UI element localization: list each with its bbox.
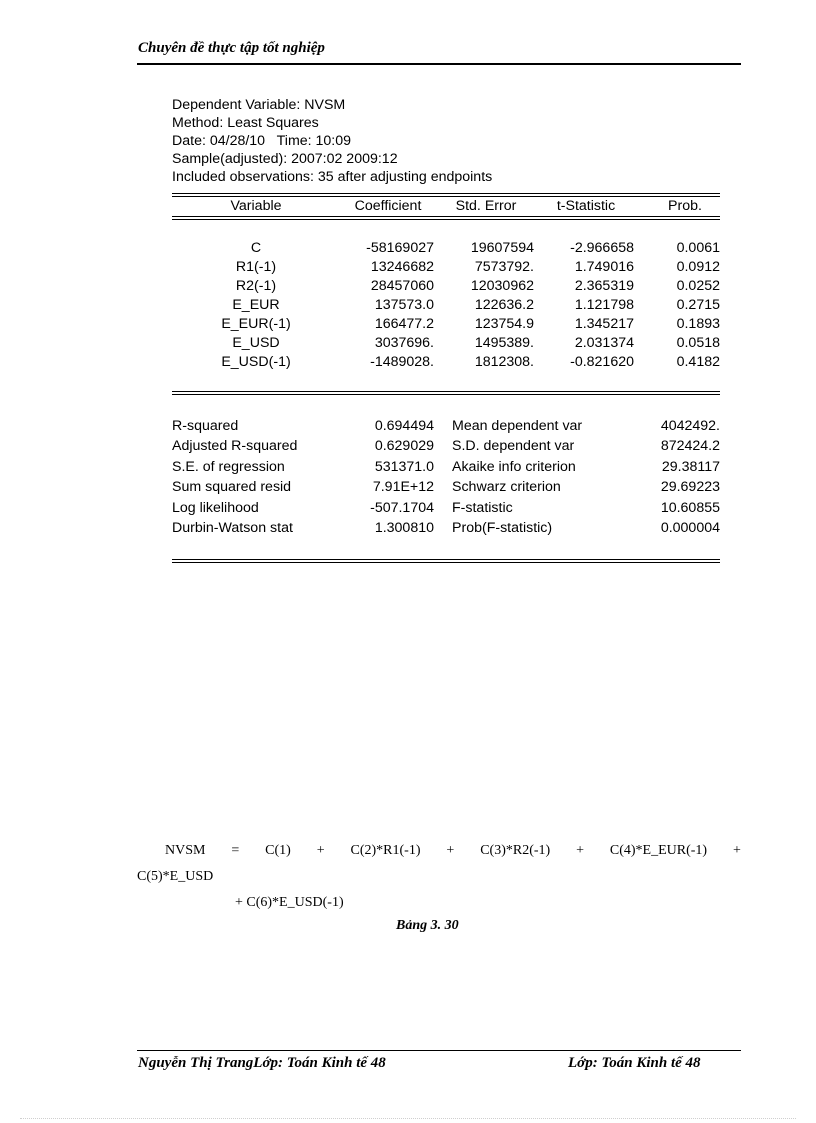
footer-class: Lớp: Toán Kinh tế 48 bbox=[568, 1055, 701, 1071]
cell-variable: C bbox=[250, 240, 262, 256]
col-header-prob: Prob. bbox=[668, 198, 702, 214]
col-header-t-statistic: t-Statistic bbox=[556, 198, 616, 214]
cell-std-error: 1495389. bbox=[474, 335, 534, 351]
stat-value: 10.60855 bbox=[660, 499, 720, 516]
stat-label: Prob(F-statistic) bbox=[452, 520, 553, 536]
stats-row bbox=[172, 436, 720, 457]
table-row bbox=[172, 315, 720, 334]
stat-value: 29.69223 bbox=[660, 479, 720, 495]
stat-label: Akaike info criterion bbox=[452, 458, 576, 475]
stat-label: Durbin-Watson stat bbox=[172, 520, 293, 536]
footer-author: Nguyễn Thị TrangLớp: Toán Kinh tế 48 bbox=[138, 1055, 386, 1071]
page-bottom-dotted-line bbox=[20, 1118, 796, 1119]
table-header-row bbox=[172, 197, 720, 216]
equation-line-3: + C(6)*E_USD(-1) bbox=[235, 895, 344, 910]
equation-line-1 bbox=[137, 838, 741, 864]
stat-value: 29.38117 bbox=[661, 458, 720, 475]
cell-prob: 0.2715 bbox=[676, 297, 720, 313]
page-header-title: Chuyên đề thực tập tốt nghiệp bbox=[138, 40, 325, 56]
cell-coefficient: 166477.2 bbox=[374, 316, 434, 332]
stat-label: Schwarz criterion bbox=[452, 479, 561, 495]
table-bottom-rule bbox=[172, 559, 720, 563]
stats-row bbox=[172, 498, 720, 519]
eq-term: = bbox=[231, 843, 240, 858]
meta-observations: Included observations: 35 after adjusting endpoints bbox=[172, 169, 493, 185]
cell-prob: 0.1893 bbox=[676, 316, 720, 332]
cell-std-error: 123754.9 bbox=[474, 316, 534, 332]
table-row bbox=[172, 258, 720, 277]
eq-term: C(3)*R2(-1) bbox=[480, 843, 551, 858]
table-row bbox=[172, 239, 720, 258]
eq-term: C(2)*R1(-1) bbox=[350, 843, 421, 858]
stat-label: S.D. dependent var bbox=[452, 438, 575, 454]
col-header-variable: Variable bbox=[230, 198, 282, 214]
stat-value: 531371.0 bbox=[374, 458, 434, 475]
cell-t-statistic: 2.031374 bbox=[574, 335, 634, 351]
stats-row bbox=[172, 457, 720, 478]
cell-prob: 0.0518 bbox=[676, 335, 720, 351]
meta-date-time: Date: 04/28/10 Time: 10:09 bbox=[172, 133, 352, 149]
regression-output bbox=[172, 96, 720, 563]
cell-std-error: 122636.2 bbox=[474, 297, 534, 313]
eq-term: C(1) bbox=[265, 843, 291, 858]
eq-term: C(4)*E_EUR(-1) bbox=[609, 843, 708, 858]
summary-stats-table bbox=[172, 395, 720, 559]
table-caption: Bảng 3. 30 bbox=[396, 918, 459, 933]
stat-label: Adjusted R-squared bbox=[172, 438, 298, 454]
stat-label: R-squared bbox=[172, 417, 239, 434]
coefficients-table bbox=[172, 197, 720, 216]
cell-coefficient: 28457060 bbox=[370, 278, 434, 294]
stat-value: -507.1704 bbox=[370, 499, 434, 516]
eq-term: NVSM bbox=[165, 843, 206, 858]
meta-sample: Sample(adjusted): 2007:02 2009:12 bbox=[172, 151, 398, 167]
stat-label: Mean dependent var bbox=[452, 417, 583, 434]
cell-variable: R1(-1) bbox=[235, 259, 277, 275]
cell-coefficient: -1489028. bbox=[370, 354, 434, 370]
cell-t-statistic: 1.121798 bbox=[574, 297, 634, 313]
meta-dependent-variable: Dependent Variable: NVSM bbox=[172, 97, 346, 113]
table-row bbox=[172, 353, 720, 372]
stat-value: 0.694494 bbox=[374, 417, 434, 434]
cell-prob: 0.4182 bbox=[676, 354, 720, 370]
col-header-std-error: Std. Error bbox=[455, 198, 517, 214]
cell-t-statistic: -2.966658 bbox=[570, 240, 634, 256]
stat-label: Log likelihood bbox=[172, 499, 259, 516]
eq-term: + bbox=[446, 843, 455, 858]
cell-coefficient: -58169027 bbox=[366, 240, 434, 256]
eq-term: + bbox=[316, 843, 325, 858]
stat-value: 4042492. bbox=[660, 417, 720, 434]
stats-row bbox=[172, 416, 720, 437]
equation-line-2: C(5)*E_USD bbox=[137, 869, 214, 884]
cell-prob: 0.0252 bbox=[676, 278, 720, 294]
cell-variable: E_USD bbox=[232, 335, 280, 351]
cell-t-statistic: 1.749016 bbox=[574, 259, 634, 275]
eq-term: + bbox=[732, 843, 741, 858]
cell-std-error: 1812308. bbox=[474, 354, 534, 370]
stat-value: 0.629029 bbox=[374, 438, 434, 454]
cell-variable: E_EUR bbox=[232, 297, 280, 313]
stats-row bbox=[172, 518, 720, 539]
table-row bbox=[172, 277, 720, 296]
cell-coefficient: 13246682 bbox=[370, 259, 434, 275]
cell-std-error: 12030962 bbox=[470, 278, 534, 294]
stat-label: F-statistic bbox=[452, 499, 513, 516]
stat-label: S.E. of regression bbox=[172, 458, 285, 475]
col-header-coefficient: Coefficient bbox=[354, 198, 422, 214]
cell-variable: R2(-1) bbox=[235, 278, 277, 294]
stat-label: Sum squared resid bbox=[172, 479, 292, 495]
header-rule bbox=[137, 63, 741, 65]
eq-term: + bbox=[576, 843, 584, 858]
table-row bbox=[172, 296, 720, 315]
stat-value: 7.91E+12 bbox=[372, 479, 434, 495]
table-row bbox=[172, 334, 720, 353]
stat-value: 0.000004 bbox=[660, 520, 720, 536]
cell-variable: E_USD(-1) bbox=[221, 354, 291, 370]
cell-prob: 0.0061 bbox=[676, 240, 720, 256]
cell-std-error: 19607594 bbox=[470, 240, 534, 256]
cell-std-error: 7573792. bbox=[474, 259, 534, 275]
stat-value: 872424.2 bbox=[660, 438, 720, 454]
regression-equation bbox=[137, 838, 741, 916]
footer-rule bbox=[137, 1050, 741, 1051]
cell-coefficient: 137573.0 bbox=[374, 297, 434, 313]
cell-prob: 0.0912 bbox=[676, 259, 720, 275]
cell-t-statistic: -0.821620 bbox=[570, 354, 634, 370]
cell-variable: E_EUR(-1) bbox=[221, 316, 291, 332]
stat-value: 1.300810 bbox=[374, 520, 434, 536]
cell-t-statistic: 1.345217 bbox=[574, 316, 634, 332]
meta-method: Method: Least Squares bbox=[172, 115, 319, 131]
coefficients-body bbox=[172, 220, 720, 391]
cell-t-statistic: 2.365319 bbox=[574, 278, 634, 294]
cell-coefficient: 3037696. bbox=[374, 335, 434, 351]
stats-row bbox=[172, 477, 720, 498]
